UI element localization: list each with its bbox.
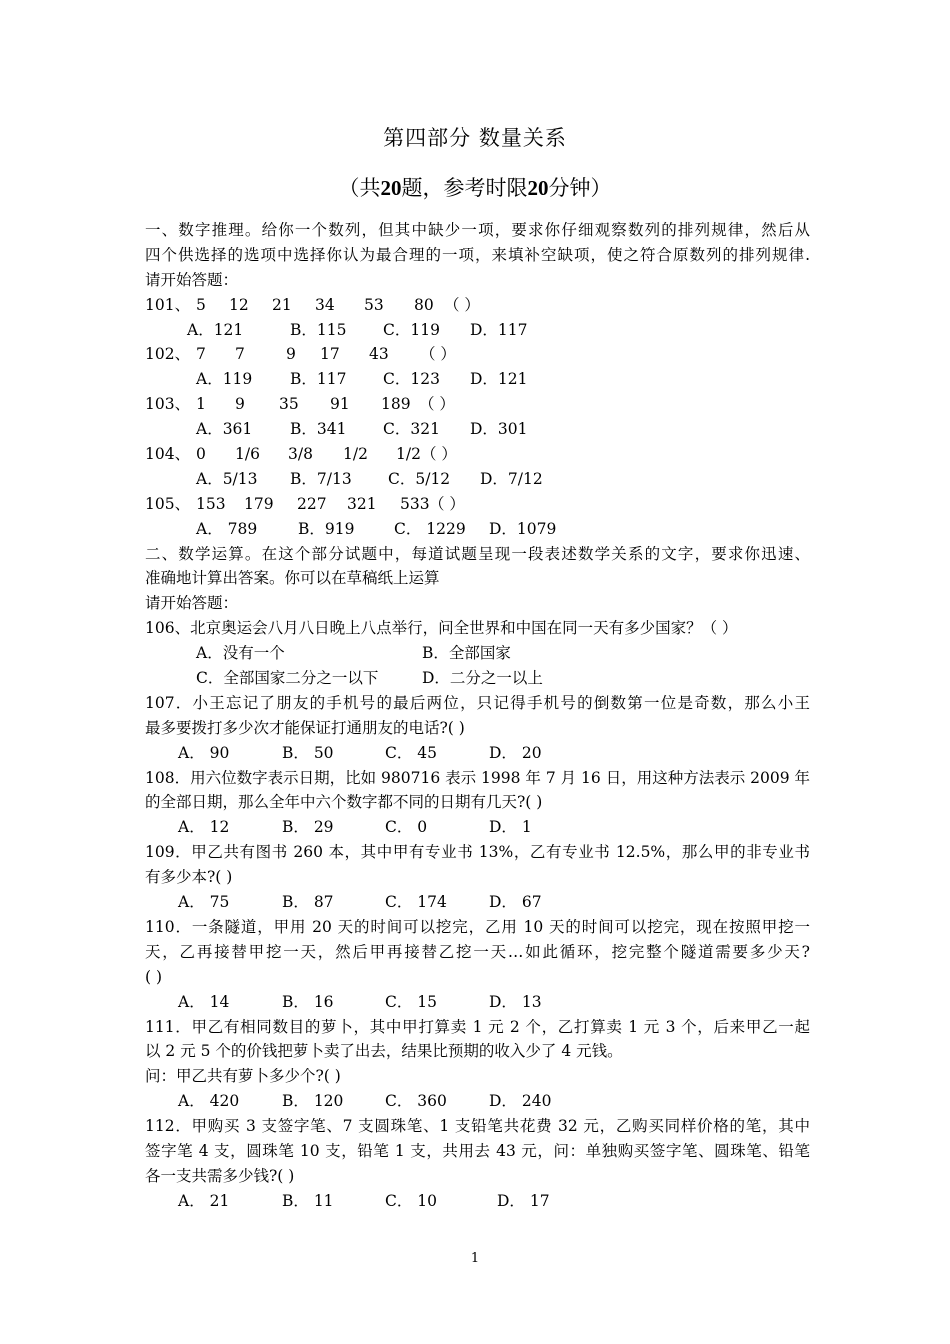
option-d: D． 20 <box>489 743 542 762</box>
question-104-options <box>145 467 810 492</box>
sequence-term: 7 <box>196 345 206 364</box>
question-count: 20 <box>380 176 402 200</box>
question-110-line3: ( ) <box>145 967 163 986</box>
option-b: B．341 <box>290 420 347 439</box>
question-105 <box>145 492 810 517</box>
sequence-term: 321 <box>347 494 377 513</box>
sequence-term: 1/2 <box>343 445 368 464</box>
option-a: A． 21 <box>178 1191 230 1210</box>
sequence-term: 21 <box>272 295 292 314</box>
option-c: C．5/12 <box>388 469 451 488</box>
sequence-term: 9 <box>286 345 296 364</box>
sequence-term: 7 <box>235 345 245 364</box>
question-107-line2: 最多要拨打多少次才能保证打通朋友的电话?( ) <box>145 718 465 737</box>
sequence-term: 3/8 <box>288 445 313 464</box>
option-c: C． 45 <box>385 743 438 762</box>
question-number: 102、 <box>145 345 191 364</box>
section1-start: 请开始答题： <box>145 270 239 289</box>
answer-blank: （ ） <box>429 494 465 513</box>
question-111-line2: 以 2 元 5 个的价钱把萝卜卖了出去，结果比预期的收入少了 4 元钱。 <box>145 1042 623 1061</box>
option-b: B． 16 <box>282 992 334 1011</box>
sequence-term: 227 <box>297 494 327 513</box>
question-105-options <box>145 517 810 542</box>
question-112-line2: 签字笔 4 支，圆珠笔 10 支，铅笔 1 支，共用去 43 元，问：单独购买签字笔、圆珠笔、铅笔 <box>145 1141 810 1160</box>
option-b: B． 50 <box>282 743 334 762</box>
question-110-line1: 110．一条隧道，甲用 20 天的时间可以挖完，乙用 10 天的时间可以挖完，现在按照甲挖一 <box>145 917 810 936</box>
section2-intro-line1: 二、数学运算。在这个部分试题中，每道试题呈现一段表述数学关系的文字，要求你迅速、 <box>145 544 810 563</box>
sequence-term: 1/2 <box>396 445 421 464</box>
option-d: D．117 <box>470 320 528 339</box>
option-b: B．919 <box>298 519 355 538</box>
question-112-line1: 112．甲购买 3 支签字笔、7 支圆珠笔、1 支铅笔共花费 32 元，乙购买同样价格的笔，其中 <box>145 1117 810 1136</box>
page-subtitle <box>0 172 950 202</box>
sequence-term: 53 <box>364 295 384 314</box>
option-a: A． 12 <box>178 818 230 837</box>
option-d: D．1079 <box>489 519 557 538</box>
question-101-options <box>145 318 810 343</box>
option-d: D．7/12 <box>480 469 543 488</box>
option-d: D．121 <box>470 370 528 389</box>
question-111-options <box>145 1089 810 1114</box>
document-body <box>145 218 810 1214</box>
question-number: 105、 <box>145 494 191 513</box>
option-d: D． 17 <box>497 1191 550 1210</box>
option-c: C． 174 <box>385 893 447 912</box>
question-109-line2: 有多少本?( ) <box>145 868 233 887</box>
option-a: A．没有一个 <box>196 644 285 663</box>
time-limit: 20 <box>527 176 549 200</box>
sequence-term: 17 <box>320 345 340 364</box>
question-109-options <box>145 890 810 915</box>
question-108-line1: 108．用六位数字表示日期，比如 980716 表示 1998 年 7 月 16 日，用这种方法表示 2009 年 <box>145 768 810 787</box>
question-112-options <box>145 1189 810 1214</box>
option-d: D． 67 <box>489 893 542 912</box>
option-a: A．5/13 <box>196 469 258 488</box>
question-108-line2: 的全部日期，那么全年中六个数字都不同的日期有几天?( ) <box>145 793 543 812</box>
option-d: D． 13 <box>489 992 542 1011</box>
option-b: B． 87 <box>282 893 334 912</box>
option-b: B．117 <box>290 370 347 389</box>
option-a: A． 789 <box>196 519 258 538</box>
question-102-options <box>145 367 810 392</box>
option-c: C．321 <box>383 420 440 439</box>
option-a: A．361 <box>196 420 253 439</box>
option-a: A． 75 <box>178 893 230 912</box>
sequence-term: 12 <box>229 295 249 314</box>
option-b: B． 11 <box>282 1191 334 1210</box>
sequence-term: 80 <box>414 295 434 314</box>
option-d: D． 240 <box>489 1092 552 1111</box>
option-a: A．121 <box>187 320 244 339</box>
question-108-options <box>145 815 810 840</box>
option-c: C．119 <box>383 320 440 339</box>
question-102 <box>145 342 810 367</box>
option-c: C． 360 <box>385 1092 447 1111</box>
option-a: A． 14 <box>178 992 230 1011</box>
option-c: C． 0 <box>385 818 428 837</box>
sequence-term: 153 <box>196 494 226 513</box>
option-d: D．二分之一以上 <box>422 669 543 688</box>
answer-blank: （ ） <box>421 445 457 464</box>
option-c: C．123 <box>383 370 440 389</box>
sequence-term: 1 <box>196 395 206 414</box>
sequence-term: 43 <box>369 345 389 364</box>
sequence-term: 5 <box>196 295 206 314</box>
sequence-term: 0 <box>196 445 206 464</box>
sequence-term: 179 <box>244 494 274 513</box>
option-c: C． 15 <box>385 992 438 1011</box>
section1-intro-line2: 四个供选择的选项中选择你认为最合理的一项，来填补空缺项，使之符合原数列的排列规律. <box>145 245 810 264</box>
question-103 <box>145 392 810 417</box>
question-110-line2: 天，乙再接替甲挖一天，然后甲再接替乙挖一天…如此循环，挖完整个隧道需要多少天? <box>145 942 810 961</box>
answer-blank: （ ） <box>419 395 455 414</box>
subtitle-pre: （共 <box>338 176 381 200</box>
section2-start: 请开始答题： <box>145 594 239 613</box>
subtitle-post: 分钟） <box>548 176 612 200</box>
option-c: C． 10 <box>385 1191 438 1210</box>
sequence-term: 9 <box>235 395 245 414</box>
option-c: C．全部国家二分之一以下 <box>196 669 379 688</box>
page-title: 第四部分 数量关系 <box>383 126 567 150</box>
option-a: A． 90 <box>178 743 230 762</box>
option-b: B．7/13 <box>290 469 352 488</box>
sequence-term: 1/6 <box>235 445 260 464</box>
section1-intro-line1: 一、数字推理。给你一个数列，但其中缺少一项，要求你仔细观察数列的排列规律，然后从 <box>145 221 810 239</box>
option-b: B． 120 <box>282 1092 344 1111</box>
question-111-line1: 111．甲乙有相同数目的萝卜，其中甲打算卖 1 元 2 个，乙打算卖 1 元 3 个，后来甲乙一起 <box>145 1017 810 1036</box>
subtitle-mid: 题，参考时限 <box>401 176 528 200</box>
option-a: A．119 <box>196 370 253 389</box>
question-number: 104、 <box>145 445 191 464</box>
answer-blank: （ ） <box>420 345 456 364</box>
question-106-options-row2 <box>145 666 810 691</box>
option-b: B．全部国家 <box>422 644 511 663</box>
answer-blank: （ ） <box>444 295 480 314</box>
question-number: 103、 <box>145 395 191 414</box>
page-number: 1 <box>470 1251 480 1266</box>
option-b: B． 29 <box>282 818 334 837</box>
sequence-term: 91 <box>330 395 350 414</box>
sequence-term: 34 <box>315 295 335 314</box>
question-109-line1: 109．甲乙共有图书 260 本，其中甲有专业书 13%，乙有专业书 12.5%，那么甲的非专业书 <box>145 843 810 862</box>
sequence-term: 533 <box>400 494 430 513</box>
question-103-options <box>145 417 810 442</box>
question-number: 101、 <box>145 295 191 314</box>
question-106: 106、北京奥运会八月八日晚上八点举行，问全世界和中国在同一天有多少国家？（ ） <box>145 619 738 638</box>
question-104 <box>145 442 810 467</box>
question-106-options-row1 <box>145 641 810 666</box>
section2-intro-line2: 准确地计算出答案。你可以在草稿纸上运算 <box>145 569 440 588</box>
option-d: D．301 <box>470 420 528 439</box>
sequence-term: 189 <box>381 395 411 414</box>
option-c: C． 1229 <box>394 519 466 538</box>
option-d: D． 1 <box>489 818 532 837</box>
question-112-line3: 各一支共需多少钱?( ) <box>145 1166 295 1185</box>
option-b: B．115 <box>290 320 347 339</box>
question-107-line1: 107．小王忘记了朋友的手机号的最后两位，只记得手机号的倒数第一位是奇数，那么小王 <box>145 693 810 712</box>
sequence-term: 35 <box>279 395 299 414</box>
question-110-options <box>145 990 810 1015</box>
option-a: A． 420 <box>178 1092 240 1111</box>
question-101 <box>145 293 810 318</box>
question-107-options <box>145 741 810 766</box>
question-111-line3: 问：甲乙共有萝卜多少个?( ) <box>145 1067 341 1086</box>
